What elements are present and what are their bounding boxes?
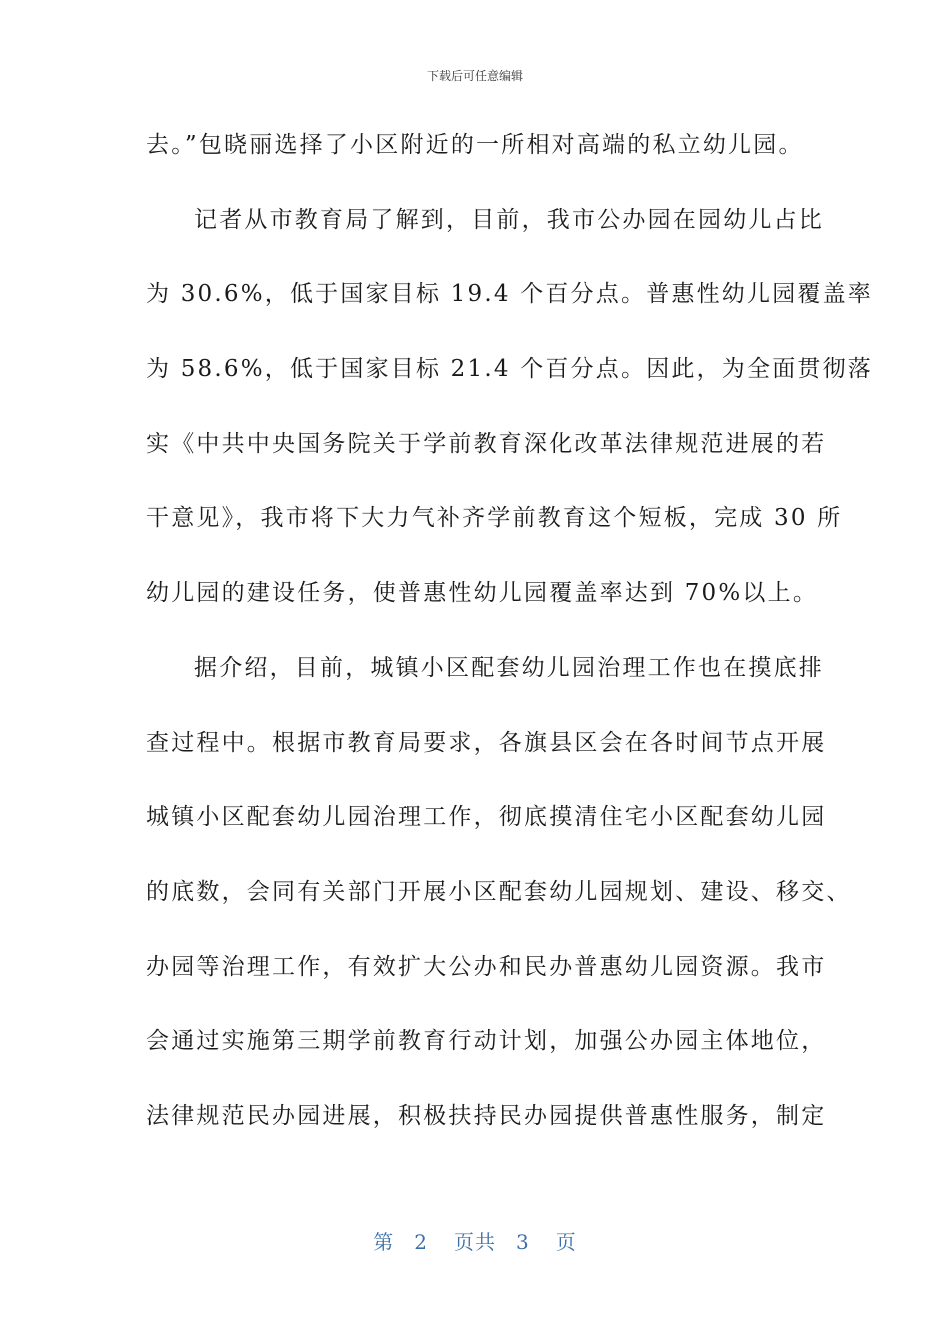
page-footer	[0, 1226, 950, 1255]
footer-suffix: 页	[555, 1230, 577, 1254]
paragraph-line: 办园等治理工作，有效扩大公办和民办普惠幼儿园资源。我市	[146, 953, 827, 980]
current-page-number: 2	[414, 1230, 428, 1254]
footer-middle: 页共	[454, 1230, 496, 1254]
paragraph-line: 的底数，会同有关部门开展小区配套幼儿园规划、建设、移交、	[146, 878, 852, 905]
paragraph-line: 查过程中。根据市教育局要求，各旗县区会在各时间节点开展	[146, 729, 827, 756]
paragraph-line: 幼儿园的建设任务，使普惠性幼儿园覆盖率达到 70%以上。	[146, 580, 819, 607]
paragraph-line: 据介绍，目前，城镇小区配套幼儿园治理工作也在摸底排	[194, 654, 824, 681]
paragraph-line: 为 58.6%，低于国家目标 21.4 个百分点。因此，为全面贯彻落	[146, 356, 874, 383]
paragraph-line: 城镇小区配套幼儿园治理工作，彻底摸清住宅小区配套幼儿园	[146, 804, 827, 831]
paragraph-line: 记者从市教育局了解到，目前，我市公办园在园幼儿占比	[194, 206, 824, 233]
paragraph-line: 去。”包晓丽选择了小区附近的一所相对高端的私立幼儿园。	[146, 132, 804, 158]
paragraph-line: 干意见》，我市将下大力气补齐学前教育这个短板，完成 30 所	[146, 505, 843, 532]
page-header: 下载后可任意编辑	[426, 69, 523, 83]
document-body	[146, 122, 874, 1168]
footer-prefix: 第	[373, 1230, 395, 1254]
total-pages-number: 3	[516, 1230, 530, 1254]
paragraph-line: 为 30.6%，低于国家目标 19.4 个百分点。普惠性幼儿园覆盖率	[146, 281, 874, 308]
paragraph-line: 法律规范民办园进展，积极扶持民办园提供普惠性服务，制定	[146, 1102, 827, 1129]
paragraph-line: 实《中共中央国务院关于学前教育深化改革法律规范进展的若	[146, 430, 827, 457]
paragraph-line: 会通过实施第三期学前教育行动计划，加强公办园主体地位，	[146, 1028, 827, 1055]
